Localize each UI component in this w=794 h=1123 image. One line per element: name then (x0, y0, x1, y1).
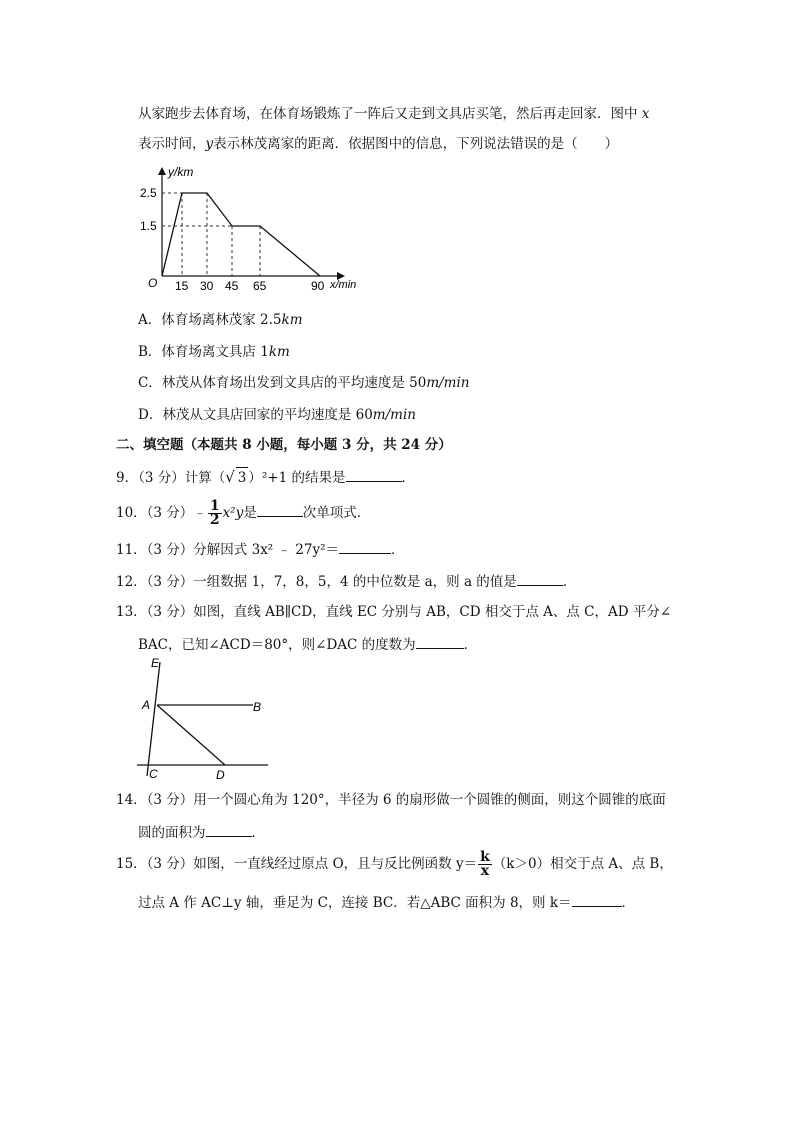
q13-parallel-lines-figure (135, 652, 275, 782)
q8-graph-line (162, 193, 320, 276)
question-11: 11．（3 分）分解因式 3x² ﹣ 27y²＝ ． (116, 539, 405, 560)
answer-blank[interactable] (257, 502, 303, 517)
line-ad (157, 705, 225, 765)
q8-option-b: B．体育场离文具店 1km (138, 344, 290, 360)
question-9: 9．（3 分）计算（√ 3 ）²+1 的结果是 ． (116, 468, 415, 486)
answer-blank[interactable] (572, 892, 622, 907)
answer-blank[interactable] (339, 539, 391, 554)
question-14-line2: 圆的面积为 ． (138, 822, 265, 843)
y-axis-label: y/km (168, 165, 194, 179)
q8-line1: 从家跑步去体育场，在体育场锻炼了一阵后又走到文具店买笔，然后再走回家．图中 x (138, 106, 650, 122)
fraction-k-over-x: $\frac{k}{x}$ (480, 849, 490, 879)
y-tick-label: 1.5 (140, 219, 157, 233)
x-tick-label: 45 (225, 279, 239, 293)
q8-option-c: C．林茂从体育场出发到文具店的平均速度是 50m/min (138, 375, 470, 391)
point-b-label: B (253, 700, 262, 714)
fraction-half: $\frac{1}{2}$ (209, 498, 220, 528)
question-13-line1: 13．（3 分）如图，直线 AB∥CD，直线 EC 分别与 AB，CD 相交于点 A、点 C，AD 平分∠ (116, 604, 672, 620)
point-a-label: A (142, 698, 151, 712)
point-e-label: E (151, 656, 160, 670)
answer-blank[interactable] (517, 571, 563, 586)
question-13-line2: BAC，已知∠ACD＝80°，则∠DAC 的度数为 ． (138, 634, 477, 655)
answer-blank[interactable] (346, 467, 402, 482)
x-tick-label: 15 (175, 279, 189, 293)
x-axis-label: x/min (330, 279, 357, 291)
line-ec (147, 662, 160, 776)
x-tick-label: 30 (200, 279, 214, 293)
question-14-line1: 14．（3 分）用一个圆心角为 120°，半径为 6 的扇形做一个圆锥的侧面，则这个圆锥的底面 (116, 792, 666, 808)
q8-line2: 表示时间，y表示林茂离家的距离．依据图中的信息，下列说法错误的是（ ） (138, 136, 619, 152)
q8-distance-time-graph (140, 162, 380, 297)
answer-blank[interactable] (416, 634, 464, 649)
question-15-line2: 过点 A 作 AC⊥y 轴，垂足为 C，连接 BC．若△ABC 面积为 8，则 k＝ ． (138, 892, 635, 913)
y-tick-label: 2.5 (140, 186, 157, 200)
question-10: 10．（3 分）﹣ $\frac{1}{2}$ x²y是 次单项式． (116, 498, 371, 528)
q8-option-a: A．体育场离林茂家 2.5km (138, 312, 303, 328)
answer-blank[interactable] (206, 822, 252, 837)
x-tick-label: 90 (311, 279, 325, 293)
x-tick-label: 65 (253, 279, 267, 293)
point-d-label: D (216, 768, 225, 782)
question-12: 12．（3 分）一组数据 1，7，8，5，4 的中位数是 a，则 a 的值是 ． (116, 571, 576, 592)
q8-option-d: D．林茂从文具店回家的平均速度是 60m/min (138, 407, 416, 423)
y-axis-arrow (158, 167, 166, 175)
origin-label: O (148, 276, 158, 290)
point-c-label: C (149, 767, 158, 781)
section-heading: 二、填空题（本题共 8 小题，每小题 3 分，共 24 分） (116, 437, 452, 453)
question-15-line1: 15．（3 分）如图，一直线经过原点 O，且与反比例函数 y＝ $\frac{k}{x}$ （k＞0）相交于点 A、点 B， (116, 849, 673, 879)
